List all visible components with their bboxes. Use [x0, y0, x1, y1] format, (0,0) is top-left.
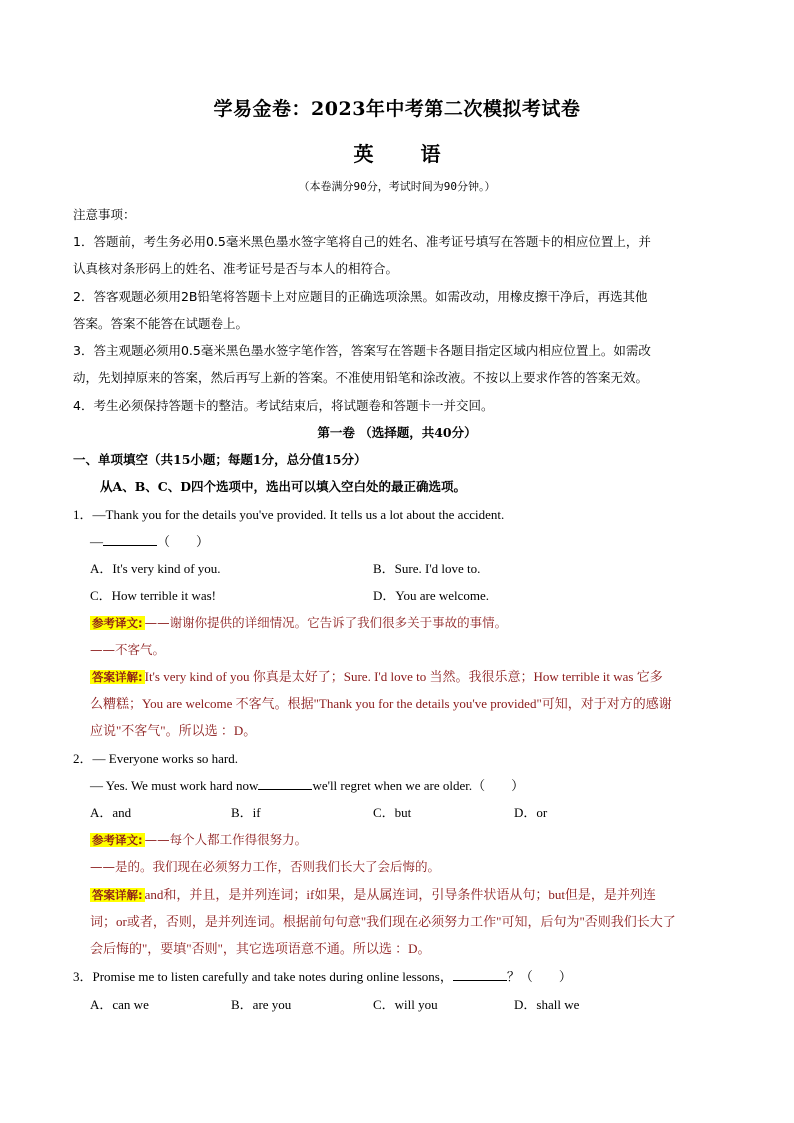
notice-item-1-line-1: 1．答题前，考生务必用0.5毫米黑色墨水签字笔将自己的姓名、准考证号填写在答题卡的相应位置上，并: [73, 234, 651, 249]
q1-detail-line-3: 应说"不客气"。所以选 ：D。: [90, 723, 257, 738]
part-title: 第一卷 （选择题，共40分）: [317, 425, 477, 440]
q2-option-a: A．and: [90, 805, 132, 820]
q1-option-d: D．You are welcome.: [373, 588, 490, 603]
q1-translation-line-2: ——不客气。: [90, 642, 166, 657]
q1-blank: [103, 533, 157, 546]
q2-option-d: D．or: [514, 805, 548, 820]
q2-detail: [90, 886, 740, 904]
q3-option-c: C．will you: [373, 997, 438, 1012]
q1-detail: [90, 668, 740, 686]
q2-reply-suffix: we'll regret when we are older.（ ）: [312, 778, 525, 793]
q1-reply-prefix: —: [90, 534, 103, 549]
q1-option-c: C．How terrible it was!: [90, 588, 217, 603]
q3-option-b: B．are you: [231, 997, 292, 1012]
q1-stem-reply: [90, 533, 740, 551]
q2-detail-line-1: and和，并且，是并列连词；if如果，是从属连词，引导条件状语从句；but但是，是并列连: [144, 887, 656, 902]
answer-detail-label: 答案详解:: [92, 670, 143, 684]
q3-option-a: A．can we: [90, 997, 149, 1012]
part1-instruction: 从A、B、C、D四个选项中，选出可以填入空白处的最正确选项。: [100, 479, 467, 494]
part1-title: 一、单项填空（共15小题；每题1分，总分值15分）: [73, 452, 367, 467]
q2-option-b: B．if: [231, 805, 261, 820]
q3-option-d: D．shall we: [514, 997, 580, 1012]
q2-stem: 2．— Everyone works so hard.: [73, 751, 238, 766]
q1-detail-line-2: 么糟糕；You are welcome 不客气。根据"Thank you for the details you've provided"可知，对于对方的感谢: [90, 696, 672, 711]
score-note: （本卷满分90分，考试时间为90分钟。）: [298, 180, 496, 193]
q3-stem-prefix: 3．Promise me to listen carefully and take notes during online lessons，: [73, 969, 453, 984]
ref-translation-label: 参考译文:: [92, 616, 143, 630]
q3-blank: [453, 968, 507, 981]
q2-reply-prefix: — Yes. We must work hard now: [90, 778, 259, 793]
q2-detail-line-2: 词；or或者，否则，是并列连词。根据前句句意"我们现在必须努力工作"可知，后句为"否则我们长大了: [90, 914, 676, 929]
q3-stem-suffix: ？（ ）: [506, 969, 572, 984]
notice-item-4: 4．考生必须保持答题卡的整洁。考试结束后，将试题卷和答题卡一并交回。: [73, 398, 494, 413]
answer-detail-label: 答案详解:: [92, 888, 143, 902]
notice-item-3-line-2: 动，先划掉原来的答案，然后再写上新的答案。不准使用铅笔和涂改液。不按以上要求作答的答案无效。: [73, 370, 649, 385]
q2-translation: [90, 831, 740, 849]
ref-translation-label: 参考译文:: [92, 833, 143, 847]
notice-item-1-line-2: 认真核对条形码上的姓名、准考证号是否与本人的相符合。: [73, 261, 399, 276]
q1-stem: 1．—Thank you for the details you've provided. It tells us a lot about the accident.: [73, 507, 505, 522]
q1-translation-line-1: ——谢谢你提供的详细情况。它告诉了我们很多关于事故的事情。: [144, 615, 508, 630]
q1-reply-suffix: （ ）: [157, 534, 210, 549]
notice-item-3-line-1: 3．答主观题必须用0.5毫米黑色墨水签字笔作答，答案写在答题卡各题目指定区域内相应位置上。如需改: [73, 343, 651, 358]
q2-translation-line-2: ——是的。我们现在必须努力工作，否则我们长大了会后悔的。: [90, 859, 441, 874]
q1-translation: [90, 614, 740, 632]
q2-blank: [258, 777, 312, 790]
q2-stem-reply: [90, 777, 740, 795]
notice-item-2-line-1: 2．答客观题必须用2B铅笔将答题卡上对应题目的正确选项涂黑。如需改动，用橡皮擦干净后，再选其他: [73, 289, 648, 304]
notice-heading: 注意事项：: [73, 207, 136, 222]
q2-translation-line-1: ——每个人都工作得很努力。: [144, 832, 308, 847]
q2-option-c: C．but: [373, 805, 412, 820]
exam-subject: 英 语: [353, 142, 461, 166]
exam-title: 学易金卷：2023年中考第二次模拟考试卷: [213, 98, 581, 120]
q3-stem: [73, 968, 723, 986]
q2-detail-line-3: 会后悔的"，要填"否则"，其它选项语意不通。所以选 ：D。: [90, 941, 431, 956]
q1-option-b: B．Sure. I'd love to.: [373, 561, 481, 576]
notice-item-2-line-2: 答案。答案不能答在试题卷上。: [73, 316, 249, 331]
q1-option-a: A．It's very kind of you.: [90, 561, 221, 576]
q1-detail-line-1: It's very kind of you 你真是太好了；Sure. I'd love to 当然。我很乐意；How terrible it was 它多: [144, 669, 663, 684]
